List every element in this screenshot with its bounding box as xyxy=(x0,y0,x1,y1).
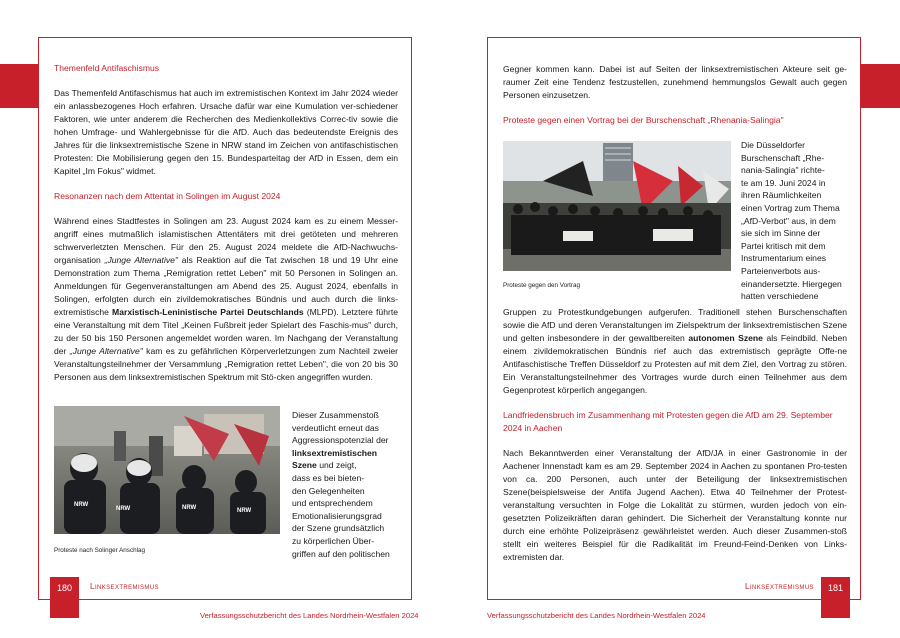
chapter-label-left: Linksextremismus xyxy=(90,582,159,591)
chapter-label-right: Linksextremismus xyxy=(745,582,814,591)
left-text-column xyxy=(54,62,398,384)
section-heading-aachen: Landfriedensbruch im Zusammenhang mit Protesten gegen die AfD am 29. September 2024 in Aachen xyxy=(503,410,833,433)
vest-print: NRW xyxy=(237,508,252,514)
vest-print: NRW xyxy=(116,506,131,512)
police-scene-illustration xyxy=(54,406,280,534)
right-text-top xyxy=(503,63,847,127)
page-number-181: 181 xyxy=(821,577,850,618)
section-heading-antifaschismus: Themenfeld Antifaschismus xyxy=(54,63,160,73)
burschenschaft-protest-photo xyxy=(503,141,731,271)
paragraph-burschenschaft: Gruppen zu Protestkundgebungen aufgerufen. Traditionell stehen Burschenschaften sowie die AfD und deren Veranstaltungen im Zielspektrum der linksextremistischen Szene und gelten insbesondere in der gewaltbereiten autonomen Szene als Feindbild. Neben einem zivildemokratischen Bündnis rief auch das extremistisch geprägte Offe-ne Antifaschistische Treffen Düsseldorf zu Protesten auf mit dem Ziel, den Vortrag zu stören. Ein Veranstaltungsteilnehmer des Vortrages wurde durch einen Teilnehmer aus dem Gegenprotest körperlich angegangen. xyxy=(503,307,847,395)
protest-crowd-illustration xyxy=(503,141,731,271)
paragraph-aachen: Nach Bekanntwerden einer Veranstaltung der AfD/JA in einer Gastronomie in der Aachener Innenstadt kam es am 29. September 2024 in Aachen zu spontanen Pro-testen von ca. 200 Personen, auch unter der Beteiligung der linksextremistischen Szene(beispielsweise der Antifa Jugend Aachen). Etwa 40 Teilnehmer der Protest-veranstaltung versuchten in Folge die Lokalität zu stürmen, wurden jedoch von ein-gesetzten Polizeikräften daran gehindert. Die Sicherheit der Veranstaltung konnte nur durch eine erhöhte Polizeipräsenz gewährleistet werden. Auch dieser Zusammen-stoß stellt ein weiteres Beispiel für die Radikalität im Freund-Feind-Denken von Links-extremisten dar. xyxy=(503,448,847,562)
vest-print: NRW xyxy=(74,502,89,508)
section-heading-solingen: Resonanzen nach dem Attentat in Solingen im August 2024 xyxy=(54,191,281,201)
paragraph-antifaschismus: Das Themenfeld Antifaschismus hat auch im extremistischen Kontext im Jahr 2024 wieder ein anlassbezogenes Hoch erfahren. Ursache dafür war eine Kumulation ver-schiedener Faktoren, wie unter anderem die Recherchen des Medienkollektivs Correc-tiv sowie die hohen Umfrage- und Wahlergebnisse für die AfD. Auch das bedeutendste Ereignis des Jahres für die linksextremistische Szene in NRW stand im Zeichen von antifaschistischen Protesten: Die Mobilisierung gegen den 15. Bundesparteitag der AfD in Essen, dem ein Kapitel „Im Fokus" widmet. xyxy=(54,88,398,176)
photo-caption-solingen: Proteste nach Solinger Anschlag xyxy=(54,547,146,554)
section-heading-burschenschaft: Proteste gegen einen Vortrag bei der Burschenschaft „Rhenania-Salingia" xyxy=(503,115,784,125)
solingen-protest-photo xyxy=(54,406,280,534)
page-number-180: 180 xyxy=(50,577,79,618)
right-edge-tab xyxy=(861,64,900,108)
left-wrap-text: Dieser Zusammenstoß verdeutlicht erneut das Aggressionspotenzial der linksextremistischen Szene und zeigt, dass es bei bieten- den Gelegenheiten und entsprechendem Emotionalisierungsgrad der Szene grundsätzlich zu körperlichen Über- griffen auf den politischen xyxy=(292,410,390,559)
right-wrap-text: Die Düsseldorfer Burschenschaft „Rhe- nania-Salingia" richte- te am 19. Juni 2024 in ihren Räumlichkeiten einen Vortrag zum Thema „AfD-Verbot" aus, in dem sie sich im Sinne der Partei kritisch mit dem Instrumentarium eines Parteienverbots aus- einandersetzte. Hiergegen hatten verschiedene xyxy=(741,140,842,302)
photo-caption-vortrag: Proteste gegen den Vortrag xyxy=(503,282,581,289)
footer-right: Verfassungsschutzbericht des Landes Nordrhein-Westfalen 2024 xyxy=(487,611,706,620)
right-text-bottom xyxy=(503,306,847,564)
vest-print: NRW xyxy=(182,505,197,511)
paragraph-continuation: Gegner kommen kann. Dabei ist auf Seiten der linksextremistischen Akteure seit ge-raumer Zeit eine Tendenz festzustellen, zunehmend hemmungslos Gewalt auch gegen Personen einzusetzen. xyxy=(503,64,847,100)
footer-left: Verfassungsschutzbericht des Landes Nordrhein-Westfalen 2024 xyxy=(200,611,419,620)
paragraph-solingen: Während eines Stadtfestes in Solingen am 23. August 2024 kam es zu einem Messer-angriff eines mutmaßlich islamistischen Attentäters mit drei getöteten und mehreren schwerverletzten Menschen. Für den 25. August 2024 meldete die AfD-Nachwuchs-organisation „Junge Alternative" als Reaktion auf die Tat zwischen 18 und 19 Uhr eine Demonstration zum Thema „Remigration rettet Leben" mit 50 Personen in Solingen an. Anmeldungen für Gegenveranstaltungen am Abend des 25. August 2024, ebenfalls in Solingen, erfolgten durch ein zivildemokratisches Bündnis und auch durch die links-extremistische Marxistisch-Leninistische Partei Deutschlands (MLPD). Letztere führte eine Veranstaltung mit dem Titel „Keinen Fußbreit jeder Spielart des Faschis-mus" durch, zu der 50 bis 150 Personen angemeldet worden waren. Im Nachgang der Veranstaltung der „Junge Alternative" kam es zu gefährlichen Körperverletzungen zum Nachteil zweier Veranstaltungsteilnehmer der Versammlung „Remigration rettet Leben", die von 20 bis 30 Personen aus dem linksextremistischen Spektrum mit Stö-cken angegriffen wurden. xyxy=(54,216,399,382)
left-edge-tab xyxy=(0,64,38,108)
